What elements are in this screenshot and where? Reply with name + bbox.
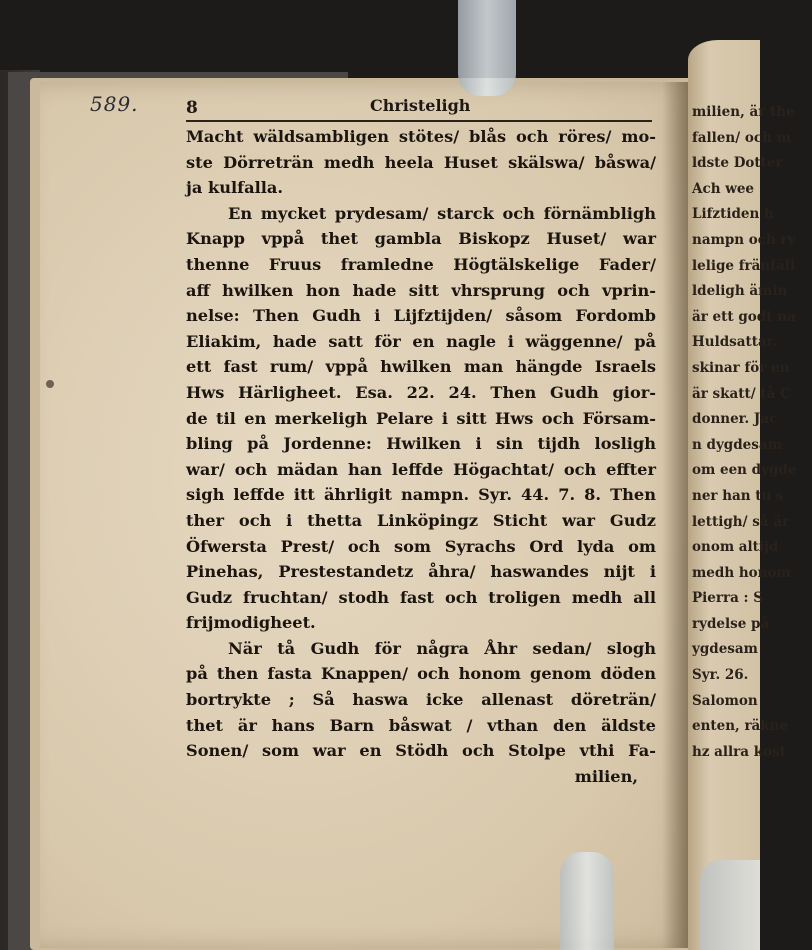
text-line: Hws Härligheet. Esa. 22. 24. Then Gudh gior- [186,382,656,402]
text-line: thet är hans Barn båswat / vthan den äldste [186,715,656,735]
text-line: Knapp vppå thet gambla Biskopz Huset/ war [186,229,656,249]
facing-text-line: Pierra : S [692,590,763,607]
facing-text-line: rydelse på [692,615,770,632]
facing-text-line: onom altijd [692,539,779,556]
facing-text-line: n dygdesam [692,436,782,453]
text-line: frijmodigheet. [186,613,316,633]
facing-text-line: lelige fränfäll [692,257,795,274]
facing-text-line: ner han tu s [692,487,784,504]
text-line: bling på Jordenne: Hwilken i sin tijdh losligh [186,434,656,454]
facing-text-line: nampn och ry [692,231,796,248]
book-clip-right [700,860,760,950]
facing-text-line: om een dygde [692,462,797,479]
facing-text-line: ldeligh ämin [692,283,788,300]
page-number: 8 [186,98,198,118]
text-line: milien, [574,766,638,786]
page-worm-hole [46,380,54,388]
text-line: på then fasta Knappen/ och honom genom döden [186,664,656,684]
facing-text-line: skinar för en [692,359,790,376]
shelfmark-annotation: 589. [90,92,139,116]
facing-page-text [692,100,812,765]
facing-page [688,40,797,950]
facing-text-line: Huldsattar. [692,334,778,351]
facing-text-line: hz allra kost [692,743,786,760]
text-line: bortrykte ; Så haswa icke allenast döreträn/ [186,690,656,710]
facing-text-line: ldste Dotter [692,155,783,172]
text-line: Pinehas, Prestestandetz åhra/ haswandes nijt i [186,562,656,582]
facing-text-line: ygdesam [692,641,758,658]
facing-text-line: fallen/ och m [692,129,791,146]
main-text-block [186,124,656,789]
text-line: aff hwilken hon hade sitt vhrsprung och vprin- [186,280,656,300]
header-rule [186,120,652,122]
text-line: Gudz fruchtan/ stodh fast och troligen medh all [186,587,656,607]
text-line: thenne Fruus framledne Högtälskelige Fader/ [186,254,656,274]
facing-text-line: donner. Jac [692,411,778,428]
book-clip-top [458,0,516,96]
text-line: Sonen/ som war en Stödh och Stolpe vthi Fa- [186,741,656,761]
text-line: Öfwersta Prest/ och som Syrachs Ord lyda om [186,536,656,556]
text-line: ja kulfalla. [186,178,283,198]
book-clip-bottom [560,852,614,950]
text-line: En mycket prydesam/ starck och förnämbligh [228,203,656,223]
facing-text-line: medh honom [692,564,791,581]
facing-text-line: Syr. 26. [692,667,749,684]
text-line: sigh leffde itt ährligit nampn. Syr. 44. 7. 8. Then [186,485,656,505]
facing-text-line: enten, räkne [692,718,789,735]
text-line: Eliakim, hade satt för en nagle i wäggenne/ på [186,331,656,351]
text-line: ste Dörreträn medh heela Huset skälswa/ båswa/ [186,152,656,172]
running-head: Christeligh [370,96,471,115]
text-line: ett fast rum/ vppå hwilken man hängde Israels [186,357,656,377]
facing-text-line: lettigh/ så är [692,513,790,530]
facing-text-line: Ach wee [692,180,755,197]
facing-text-line: Salomon [692,692,758,709]
text-line: nelse: Then Gudh i Lijfztijden/ såsom Fordomb [186,306,656,326]
facing-text-line: är skatt/ tå C [692,385,791,402]
facing-text-line: är ett godt na [692,308,796,325]
text-line: de til en merkeligh Pelare i sitt Hws och Försam- [186,408,656,428]
facing-text-line: Lifztiden h [692,206,774,223]
facing-text-line: milien, är the [692,104,795,120]
text-line: När tå Gudh för några Åhr sedan/ slogh [228,638,656,658]
text-line: war/ och mädan han leffde Högachtat/ och effter [186,459,656,479]
text-line: Macht wäldsambligen stötes/ blås och röres/ mo- [186,127,656,146]
text-line: ther och i thetta Linköpingz Sticht war Gudz [186,510,656,530]
